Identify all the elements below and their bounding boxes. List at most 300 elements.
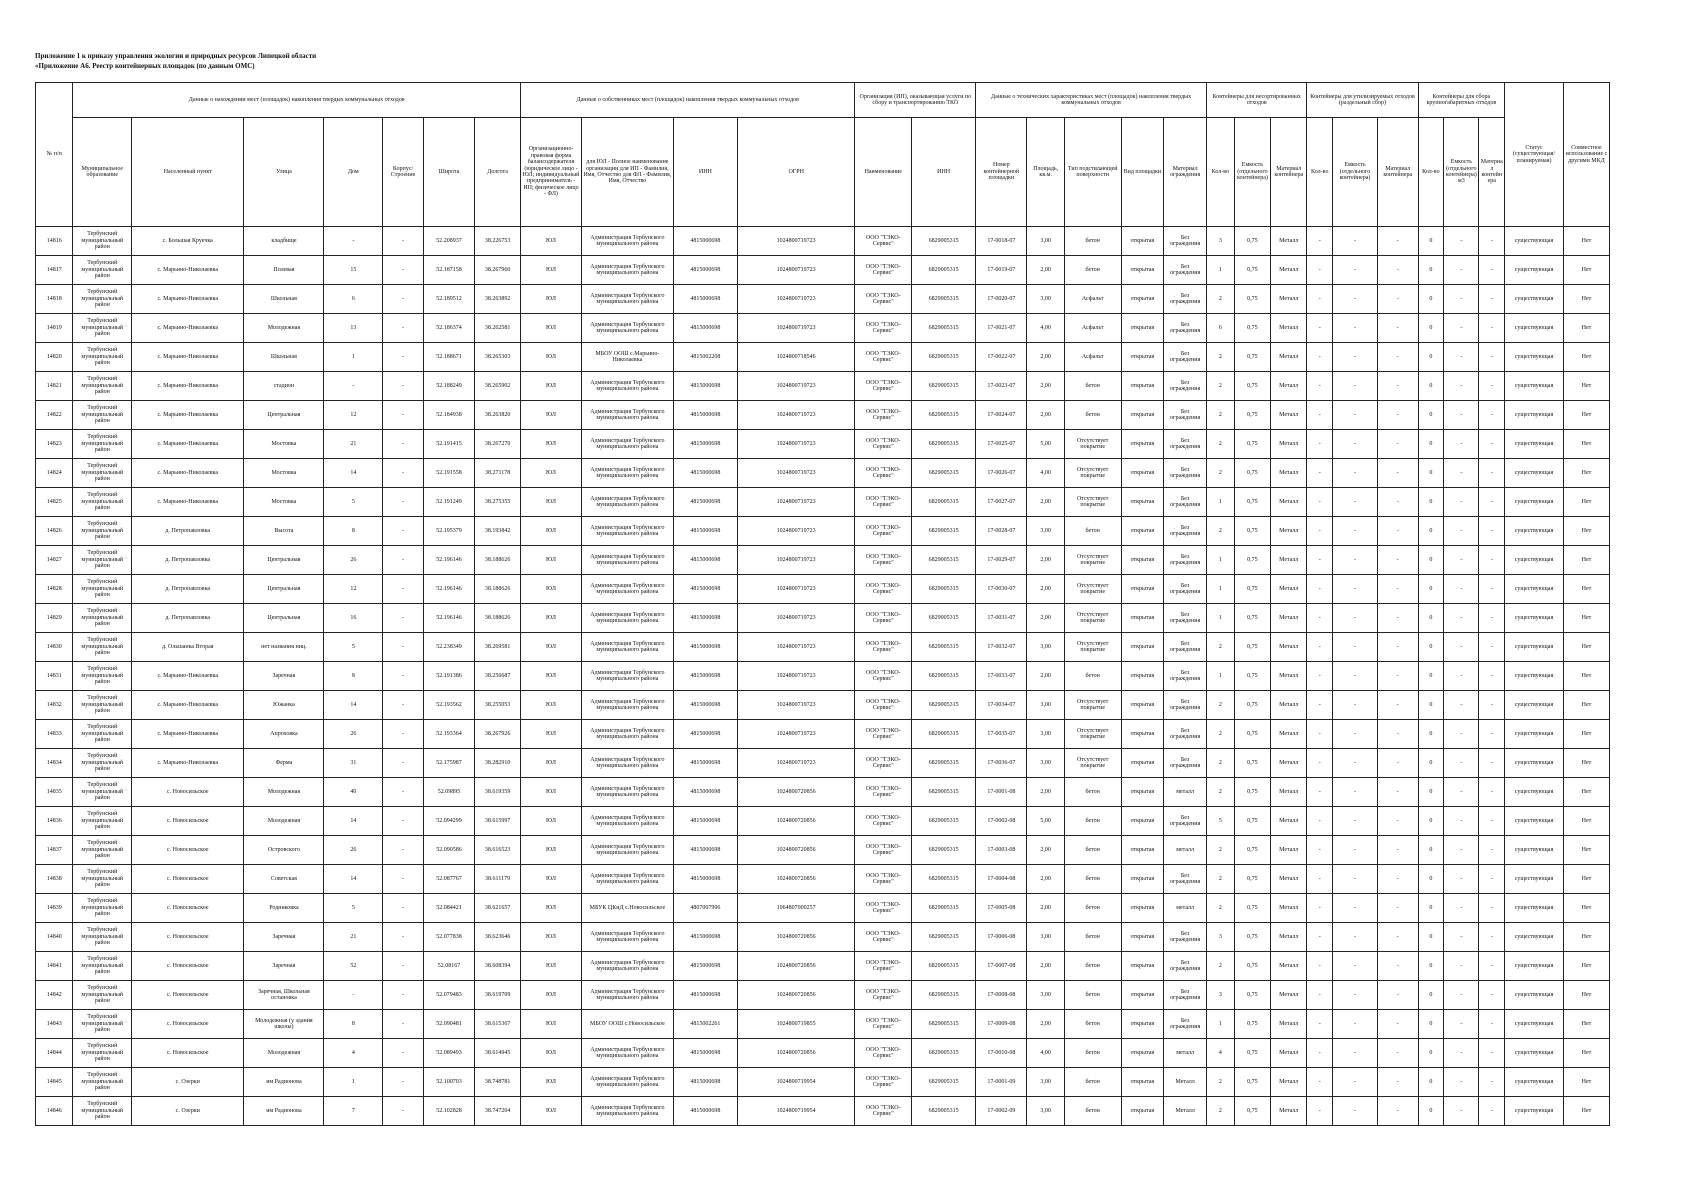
cell-building: -	[383, 662, 424, 691]
cell-longitude: 38.275355	[475, 488, 521, 517]
cell-c2-qty: -	[1307, 923, 1333, 952]
cell-owner-name: Администрация Тербунского муниципального района	[581, 372, 673, 401]
col-c1-capacity: Емкость (отдельного контейнера)	[1234, 118, 1270, 227]
cell-org-form: ЮЛ	[521, 343, 582, 372]
cell-owner-ogrn: 1024800720856	[737, 807, 855, 836]
cell-c1-material: Металл	[1271, 517, 1307, 546]
cell-num: 14846	[36, 1097, 73, 1126]
cell-settlement: с. Марьино-Николаевка	[132, 749, 244, 778]
cell-operator-inn: 6829005315	[912, 343, 976, 372]
cell-c3-capacity: -	[1444, 256, 1479, 285]
cell-area: 2,00	[1027, 488, 1064, 517]
cell-longitude: 38.265303	[475, 343, 521, 372]
cell-house: 40	[324, 778, 383, 807]
cell-c3-material: -	[1479, 952, 1505, 981]
col-owner-name: для ЮЛ - Полное наименование организации для ИП - Фамилия, Имя, Отчество для ФЛ - Фамилия, Имя, Отчество	[581, 118, 673, 227]
cell-owner-inn: 4815000698	[673, 575, 737, 604]
cell-surface: бетон	[1064, 865, 1121, 894]
document-caption	[35, 51, 316, 71]
cell-settlement: с. Марьино-Николаевка	[132, 372, 244, 401]
table-row	[36, 314, 1610, 343]
cell-owner-inn: 4815000698	[673, 778, 737, 807]
cell-c3-qty: 0	[1418, 227, 1444, 256]
col-c2-material: Материал контейнера	[1377, 118, 1418, 227]
cell-area: 2,00	[1027, 894, 1064, 923]
cell-latitude: 52.090586	[423, 836, 474, 865]
cell-status: существующая	[1505, 894, 1564, 923]
cell-site-type: открытая	[1121, 459, 1164, 488]
cell-owner-ogrn: 1024800720856	[737, 865, 855, 894]
cell-building: -	[383, 952, 424, 981]
cell-owner-inn: 4815000698	[673, 546, 737, 575]
cell-c2-qty: -	[1307, 662, 1333, 691]
cell-c2-capacity: -	[1333, 314, 1378, 343]
cell-shared: Нет	[1563, 807, 1609, 836]
cell-c2-material: -	[1377, 314, 1418, 343]
cell-c3-material: -	[1479, 314, 1505, 343]
cell-site-number: 17-0030-07	[976, 575, 1027, 604]
cell-street: Апроховка	[244, 720, 324, 749]
cell-site-number: 17-0021-07	[976, 314, 1027, 343]
cell-c3-capacity: -	[1444, 952, 1479, 981]
cell-operator-inn: 6829005315	[912, 459, 976, 488]
cell-house: 14	[324, 459, 383, 488]
cell-surface: бетон	[1064, 256, 1121, 285]
cell-c2-qty: -	[1307, 430, 1333, 459]
cell-municipality: Тербунский муниципальный район	[73, 488, 132, 517]
cell-owner-inn: 4815000698	[673, 749, 737, 778]
cell-street: Ферма	[244, 749, 324, 778]
group-operator: Организация (ИП), оказывающая услуги по сбору и транспортированию ТКО	[855, 83, 976, 118]
cell-latitude: 52.090481	[423, 1010, 474, 1039]
cell-c3-material: -	[1479, 807, 1505, 836]
cell-settlement: с. Новосильское	[132, 1010, 244, 1039]
cell-c2-capacity: -	[1333, 604, 1378, 633]
cell-num: 14833	[36, 720, 73, 749]
cell-owner-name: Администрация Тербунского муниципального района	[581, 488, 673, 517]
cell-latitude: 52.09895	[423, 778, 474, 807]
cell-fence: Без ограждения	[1164, 807, 1207, 836]
cell-num: 14818	[36, 285, 73, 314]
cell-site-type: открытая	[1121, 749, 1164, 778]
table-row	[36, 720, 1610, 749]
cell-org-form: ЮЛ	[521, 459, 582, 488]
cell-owner-name: Администрация Тербунского муниципального района	[581, 778, 673, 807]
cell-status: существующая	[1505, 604, 1564, 633]
container-sites-registry-table	[35, 82, 1610, 1126]
cell-owner-name: Администрация Тербунского муниципального района	[581, 401, 673, 430]
cell-operator-inn: 6829005315	[912, 430, 976, 459]
cell-area: 2,00	[1027, 778, 1064, 807]
cell-longitude: 38.226753	[475, 227, 521, 256]
cell-building: -	[383, 256, 424, 285]
cell-municipality: Тербунский муниципальный район	[73, 343, 132, 372]
cell-area: 5,00	[1027, 807, 1064, 836]
cell-c1-qty: 2	[1207, 459, 1235, 488]
cell-operator-inn: 6829005315	[912, 633, 976, 662]
cell-c2-capacity: -	[1333, 575, 1378, 604]
cell-owner-inn: 4815000698	[673, 459, 737, 488]
cell-c3-material: -	[1479, 343, 1505, 372]
table-row	[36, 662, 1610, 691]
cell-status: существующая	[1505, 662, 1564, 691]
cell-municipality: Тербунский муниципальный район	[73, 952, 132, 981]
cell-site-number: 17-0010-08	[976, 1039, 1027, 1068]
table-row	[36, 981, 1610, 1010]
cell-municipality: Тербунский муниципальный район	[73, 749, 132, 778]
header-column-row	[36, 118, 1610, 227]
cell-c3-material: -	[1479, 256, 1505, 285]
cell-site-type: открытая	[1121, 285, 1164, 314]
cell-building: -	[383, 401, 424, 430]
cell-c3-qty: 0	[1418, 691, 1444, 720]
cell-longitude: 38.748781	[475, 1068, 521, 1097]
cell-owner-name: МБОУ ООШ с.Марьино-Николаевка	[581, 343, 673, 372]
cell-owner-inn: 4815000698	[673, 1097, 737, 1126]
col-longitude: Долгота	[475, 118, 521, 227]
cell-house: 31	[324, 749, 383, 778]
cell-operator-name: ООО "ТЭКО-Сервис"	[855, 401, 912, 430]
cell-c3-qty: 0	[1418, 923, 1444, 952]
cell-num: 14844	[36, 1039, 73, 1068]
cell-street: Мостовка	[244, 488, 324, 517]
cell-c3-qty: 0	[1418, 488, 1444, 517]
cell-owner-name: Администрация Тербунского муниципального района	[581, 1097, 673, 1126]
cell-municipality: Тербунский муниципальный район	[73, 1068, 132, 1097]
cell-longitude: 38.619709	[475, 981, 521, 1010]
cell-owner-inn: 4815000698	[673, 691, 737, 720]
cell-c3-qty: 0	[1418, 662, 1444, 691]
cell-c3-material: -	[1479, 836, 1505, 865]
cell-shared: Нет	[1563, 372, 1609, 401]
cell-shared: Нет	[1563, 488, 1609, 517]
cell-c1-material: Металл	[1271, 285, 1307, 314]
cell-site-type: открытая	[1121, 894, 1164, 923]
cell-owner-ogrn: 1024800719723	[737, 575, 855, 604]
col-c3-qty: Кол-во	[1418, 118, 1444, 227]
cell-c2-capacity: -	[1333, 923, 1378, 952]
cell-status: существующая	[1505, 459, 1564, 488]
cell-municipality: Тербунский муниципальный район	[73, 604, 132, 633]
cell-c2-capacity: -	[1333, 952, 1378, 981]
cell-operator-name: ООО "ТЭКО-Сервис"	[855, 285, 912, 314]
cell-operator-name: ООО "ТЭКО-Сервис"	[855, 343, 912, 372]
cell-area: 2,00	[1027, 546, 1064, 575]
cell-building: -	[383, 459, 424, 488]
cell-status: существующая	[1505, 575, 1564, 604]
cell-longitude: 38.621657	[475, 894, 521, 923]
cell-house: 8	[324, 517, 383, 546]
cell-c1-qty: 2	[1207, 343, 1235, 372]
cell-area: 2,00	[1027, 372, 1064, 401]
cell-c3-capacity: -	[1444, 285, 1479, 314]
cell-site-type: открытая	[1121, 662, 1164, 691]
cell-owner-inn: 4815000698	[673, 401, 737, 430]
cell-site-number: 17-0034-07	[976, 691, 1027, 720]
cell-c3-material: -	[1479, 662, 1505, 691]
cell-site-number: 17-0002-09	[976, 1097, 1027, 1126]
cell-c2-material: -	[1377, 749, 1418, 778]
cell-fence: Без ограждения	[1164, 923, 1207, 952]
cell-num: 14831	[36, 662, 73, 691]
cell-fence: Без ограждения	[1164, 865, 1207, 894]
cell-operator-inn: 6829005315	[912, 372, 976, 401]
cell-site-number: 17-0033-07	[976, 662, 1027, 691]
cell-owner-ogrn: 1024800719723	[737, 662, 855, 691]
cell-operator-name: ООО "ТЭКО-Сервис"	[855, 575, 912, 604]
cell-c1-qty: 5	[1207, 807, 1235, 836]
cell-c1-capacity: 0,75	[1234, 488, 1270, 517]
cell-c1-capacity: 0,75	[1234, 314, 1270, 343]
cell-latitude: 52.188249	[423, 372, 474, 401]
cell-c3-qty: 0	[1418, 517, 1444, 546]
cell-operator-name: ООО "ТЭКО-Сервис"	[855, 459, 912, 488]
cell-c1-capacity: 0,75	[1234, 981, 1270, 1010]
cell-c3-capacity: -	[1444, 575, 1479, 604]
cell-c2-material: -	[1377, 633, 1418, 662]
cell-c2-qty: -	[1307, 314, 1333, 343]
cell-surface: бетон	[1064, 517, 1121, 546]
cell-operator-inn: 6829005315	[912, 894, 976, 923]
cell-shared: Нет	[1563, 314, 1609, 343]
cell-c1-capacity: 0,75	[1234, 894, 1270, 923]
cell-settlement: с. Новосильское	[132, 981, 244, 1010]
cell-area: 2,00	[1027, 662, 1064, 691]
cell-c2-material: -	[1377, 952, 1418, 981]
cell-status: существующая	[1505, 778, 1564, 807]
cell-c2-capacity: -	[1333, 981, 1378, 1010]
cell-c1-capacity: 0,75	[1234, 1039, 1270, 1068]
group-bulky-containers: Контейнеры для сбора крупногабаритных отходов	[1418, 83, 1505, 118]
cell-area: 2,00	[1027, 343, 1064, 372]
cell-c1-qty: 4	[1207, 1039, 1235, 1068]
cell-c3-qty: 0	[1418, 430, 1444, 459]
col-street: Улица	[244, 118, 324, 227]
cell-owner-name: Администрация Тербунского муниципального района	[581, 1039, 673, 1068]
col-site-number: Номер контейнерной площадки	[976, 118, 1027, 227]
cell-c1-qty: 1	[1207, 604, 1235, 633]
cell-shared: Нет	[1563, 691, 1609, 720]
cell-building: -	[383, 720, 424, 749]
cell-longitude: 38.188626	[475, 575, 521, 604]
cell-c3-qty: 0	[1418, 720, 1444, 749]
cell-c2-capacity: -	[1333, 1068, 1378, 1097]
cell-settlement: д. Петропавловка	[132, 546, 244, 575]
cell-house: 1	[324, 1068, 383, 1097]
table-row	[36, 1010, 1610, 1039]
cell-settlement: с. Марьино-Николаевка	[132, 459, 244, 488]
cell-c1-qty: 2	[1207, 691, 1235, 720]
col-c3-material: Материал контейнера	[1479, 118, 1505, 227]
cell-area: 3,00	[1027, 633, 1064, 662]
cell-site-type: открытая	[1121, 343, 1164, 372]
cell-c2-qty: -	[1307, 807, 1333, 836]
cell-org-form: ЮЛ	[521, 836, 582, 865]
cell-fence: Без ограждения	[1164, 285, 1207, 314]
cell-site-type: открытая	[1121, 604, 1164, 633]
cell-owner-ogrn: 1024800719723	[737, 314, 855, 343]
cell-site-number: 17-0023-07	[976, 372, 1027, 401]
cell-owner-inn: 4815000698	[673, 633, 737, 662]
cell-num: 14828	[36, 575, 73, 604]
cell-c1-material: Металл	[1271, 430, 1307, 459]
cell-operator-inn: 6829005315	[912, 1097, 976, 1126]
table-row	[36, 546, 1610, 575]
cell-c1-capacity: 0,75	[1234, 430, 1270, 459]
cell-owner-ogrn: 1024800720856	[737, 923, 855, 952]
cell-c3-material: -	[1479, 575, 1505, 604]
cell-house: 12	[324, 575, 383, 604]
cell-site-number: 17-0019-07	[976, 256, 1027, 285]
cell-shared: Нет	[1563, 1010, 1609, 1039]
cell-area: 2,00	[1027, 865, 1064, 894]
cell-owner-inn: 4815000698	[673, 285, 737, 314]
cell-street: Центральная	[244, 401, 324, 430]
cell-operator-name: ООО "ТЭКО-Сервис"	[855, 691, 912, 720]
cell-latitude: 52.184938	[423, 401, 474, 430]
cell-c3-material: -	[1479, 401, 1505, 430]
cell-c1-material: Металл	[1271, 720, 1307, 749]
cell-c2-capacity: -	[1333, 633, 1378, 662]
table-row	[36, 1068, 1610, 1097]
cell-c2-material: -	[1377, 981, 1418, 1010]
cell-site-number: 17-0025-07	[976, 430, 1027, 459]
cell-fence: Без ограждения	[1164, 1010, 1207, 1039]
cell-num: 14843	[36, 1010, 73, 1039]
cell-c3-qty: 0	[1418, 256, 1444, 285]
cell-c2-capacity: -	[1333, 778, 1378, 807]
cell-c2-material: -	[1377, 923, 1418, 952]
cell-num: 14839	[36, 894, 73, 923]
cell-latitude: 52.079483	[423, 981, 474, 1010]
cell-c2-capacity: -	[1333, 865, 1378, 894]
cell-site-number: 17-0029-07	[976, 546, 1027, 575]
cell-org-form: ЮЛ	[521, 662, 582, 691]
cell-c3-capacity: -	[1444, 691, 1479, 720]
cell-num: 14834	[36, 749, 73, 778]
cell-settlement: с. Марьино-Николаевка	[132, 662, 244, 691]
cell-street: Молодежная	[244, 314, 324, 343]
cell-shared: Нет	[1563, 662, 1609, 691]
cell-site-type: открытая	[1121, 1039, 1164, 1068]
cell-operator-inn: 6829005315	[912, 1039, 976, 1068]
cell-owner-inn: 4815000698	[673, 1068, 737, 1097]
cell-site-type: открытая	[1121, 372, 1164, 401]
cell-shared: Нет	[1563, 285, 1609, 314]
cell-c1-capacity: 0,75	[1234, 285, 1270, 314]
cell-c1-qty: 2	[1207, 749, 1235, 778]
cell-building: -	[383, 1010, 424, 1039]
cell-house: 4	[324, 1039, 383, 1068]
cell-site-type: открытая	[1121, 546, 1164, 575]
cell-house: 16	[324, 604, 383, 633]
cell-c3-qty: 0	[1418, 807, 1444, 836]
cell-owner-ogrn: 1024800719723	[737, 256, 855, 285]
cell-area: 3,00	[1027, 1097, 1064, 1126]
cell-surface: Отсутствует покрытие	[1064, 749, 1121, 778]
cell-building: -	[383, 778, 424, 807]
cell-owner-name: Администрация Тербунского муниципального района	[581, 691, 673, 720]
cell-house: 8	[324, 1010, 383, 1039]
table-row	[36, 836, 1610, 865]
cell-c3-capacity: -	[1444, 488, 1479, 517]
cell-settlement: с. Новосильское	[132, 1039, 244, 1068]
table-row	[36, 372, 1610, 401]
cell-c2-qty: -	[1307, 1097, 1333, 1126]
cell-c1-qty: 2	[1207, 720, 1235, 749]
cell-c1-qty: 2	[1207, 952, 1235, 981]
cell-site-number: 17-0035-07	[976, 720, 1027, 749]
cell-shared: Нет	[1563, 865, 1609, 894]
cell-c2-material: -	[1377, 517, 1418, 546]
cell-house: -	[324, 372, 383, 401]
col-owner-inn: ИНН	[673, 118, 737, 227]
cell-c3-material: -	[1479, 894, 1505, 923]
cell-settlement: д. Ольшанка Вторая	[132, 633, 244, 662]
cell-c1-material: Металл	[1271, 1097, 1307, 1126]
cell-site-number: 17-0001-09	[976, 1068, 1027, 1097]
cell-num: 14832	[36, 691, 73, 720]
cell-c3-qty: 0	[1418, 1010, 1444, 1039]
cell-longitude: 38.619359	[475, 778, 521, 807]
cell-c1-material: Металл	[1271, 575, 1307, 604]
cell-owner-ogrn: 1024800719954	[737, 1097, 855, 1126]
cell-c2-capacity: -	[1333, 691, 1378, 720]
col-c2-qty: Кол-во	[1307, 118, 1333, 227]
cell-area: 4,00	[1027, 1039, 1064, 1068]
cell-site-type: открытая	[1121, 720, 1164, 749]
cell-owner-name: Администрация Тербунского муниципального района	[581, 575, 673, 604]
cell-status: существующая	[1505, 691, 1564, 720]
cell-municipality: Тербунский муниципальный район	[73, 517, 132, 546]
cell-c1-qty: 1	[1207, 546, 1235, 575]
cell-c2-material: -	[1377, 546, 1418, 575]
cell-status: существующая	[1505, 1097, 1564, 1126]
cell-site-type: открытая	[1121, 314, 1164, 343]
cell-shared: Нет	[1563, 459, 1609, 488]
cell-operator-name: ООО "ТЭКО-Сервис"	[855, 256, 912, 285]
cell-c3-material: -	[1479, 227, 1505, 256]
cell-operator-inn: 6829005315	[912, 1068, 976, 1097]
cell-c1-capacity: 0,75	[1234, 778, 1270, 807]
cell-c3-qty: 0	[1418, 633, 1444, 662]
cell-longitude: 38.267270	[475, 430, 521, 459]
cell-org-form: ЮЛ	[521, 1010, 582, 1039]
cell-c3-material: -	[1479, 865, 1505, 894]
cell-c3-qty: 0	[1418, 778, 1444, 807]
cell-c1-capacity: 0,75	[1234, 343, 1270, 372]
cell-c3-capacity: -	[1444, 981, 1479, 1010]
cell-fence: Металл	[1164, 1097, 1207, 1126]
cell-status: существующая	[1505, 749, 1564, 778]
table-row	[36, 227, 1610, 256]
cell-org-form: ЮЛ	[521, 865, 582, 894]
cell-longitude: 38.265902	[475, 372, 521, 401]
cell-operator-name: ООО "ТЭКО-Сервис"	[855, 1010, 912, 1039]
cell-org-form: ЮЛ	[521, 749, 582, 778]
cell-area: 3,00	[1027, 923, 1064, 952]
cell-building: -	[383, 314, 424, 343]
cell-status: существующая	[1505, 285, 1564, 314]
cell-c1-qty: 1	[1207, 662, 1235, 691]
cell-settlement: с. Озерки	[132, 1097, 244, 1126]
cell-building: -	[383, 1068, 424, 1097]
header-group-row	[36, 83, 1610, 118]
cell-c3-qty: 0	[1418, 894, 1444, 923]
cell-c2-material: -	[1377, 865, 1418, 894]
cell-street: кладбище	[244, 227, 324, 256]
cell-street: Заречная	[244, 662, 324, 691]
